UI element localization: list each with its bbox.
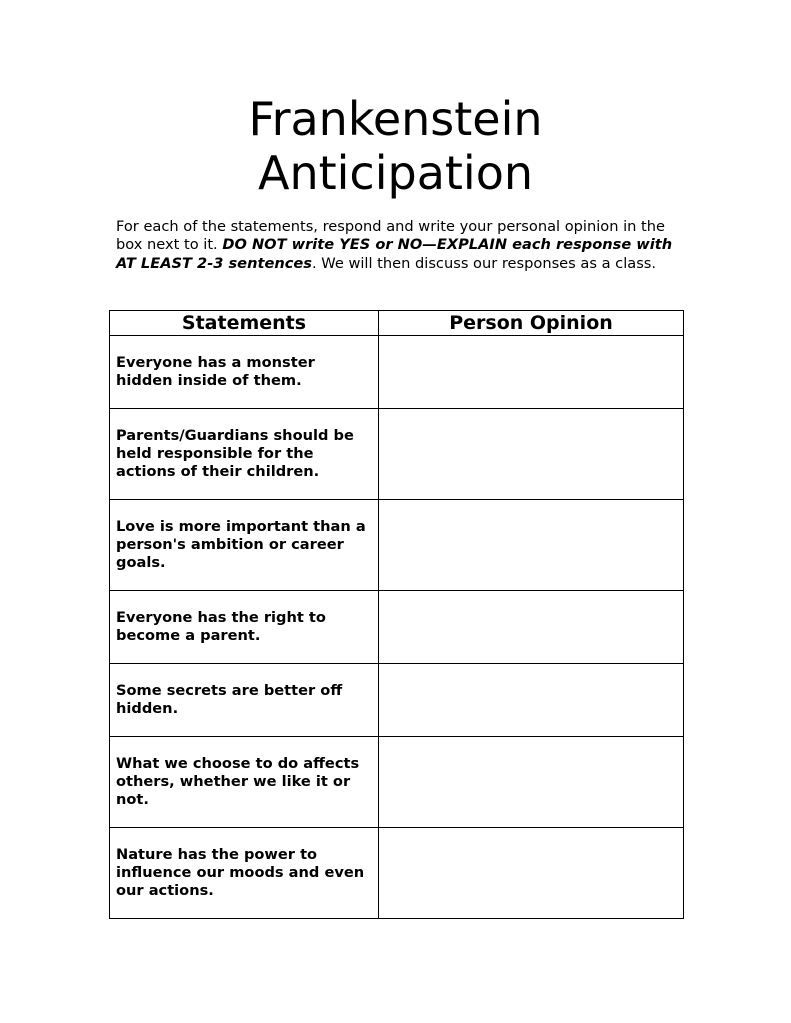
table-row xyxy=(110,828,684,919)
statement-cell: Everyone has a monster hidden inside of them. xyxy=(110,336,379,409)
statement-cell: Love is more important than a person's ambition or career goals. xyxy=(110,500,379,591)
table-row xyxy=(110,336,684,409)
opinion-cell[interactable] xyxy=(379,500,684,591)
statement-cell: What we choose to do affects others, whether we like it or not. xyxy=(110,737,379,828)
opinion-cell[interactable] xyxy=(379,737,684,828)
title-line-1: Frankenstein xyxy=(248,92,543,146)
table-row xyxy=(110,664,684,737)
statements-table xyxy=(109,310,684,919)
table-row xyxy=(110,409,684,500)
table-row xyxy=(110,737,684,828)
statement-cell: Some secrets are better off hidden. xyxy=(110,664,379,737)
page-title xyxy=(0,92,791,200)
title-line-2: Anticipation xyxy=(257,146,533,200)
opinion-cell[interactable] xyxy=(379,591,684,664)
instructions-emphasis: DO NOT write YES or NO—EXPLAIN each response with AT LEAST 2-3 sentences xyxy=(116,236,673,272)
statements-header: Statements xyxy=(110,311,379,336)
opinion-cell[interactable] xyxy=(379,336,684,409)
statement-cell: Parents/Guardians should be held responsible for the actions of their children. xyxy=(110,409,379,500)
opinion-cell[interactable] xyxy=(379,409,684,500)
statement-cell: Nature has the power to influence our moods and even our actions. xyxy=(110,828,379,919)
instructions-text-2: . We will then discuss our responses as a class. xyxy=(311,254,657,272)
opinion-header: Person Opinion xyxy=(379,311,684,336)
opinion-cell[interactable] xyxy=(379,828,684,919)
table-row xyxy=(110,500,684,591)
statement-cell: Everyone has the right to become a parent. xyxy=(110,591,379,664)
table-header-row xyxy=(110,311,684,336)
table-row xyxy=(110,591,684,664)
instructions-paragraph xyxy=(116,218,682,273)
instructions-text-1: For each of the statements, respond and write your personal opinion in the box next to it. xyxy=(116,218,665,254)
opinion-cell[interactable] xyxy=(379,664,684,737)
